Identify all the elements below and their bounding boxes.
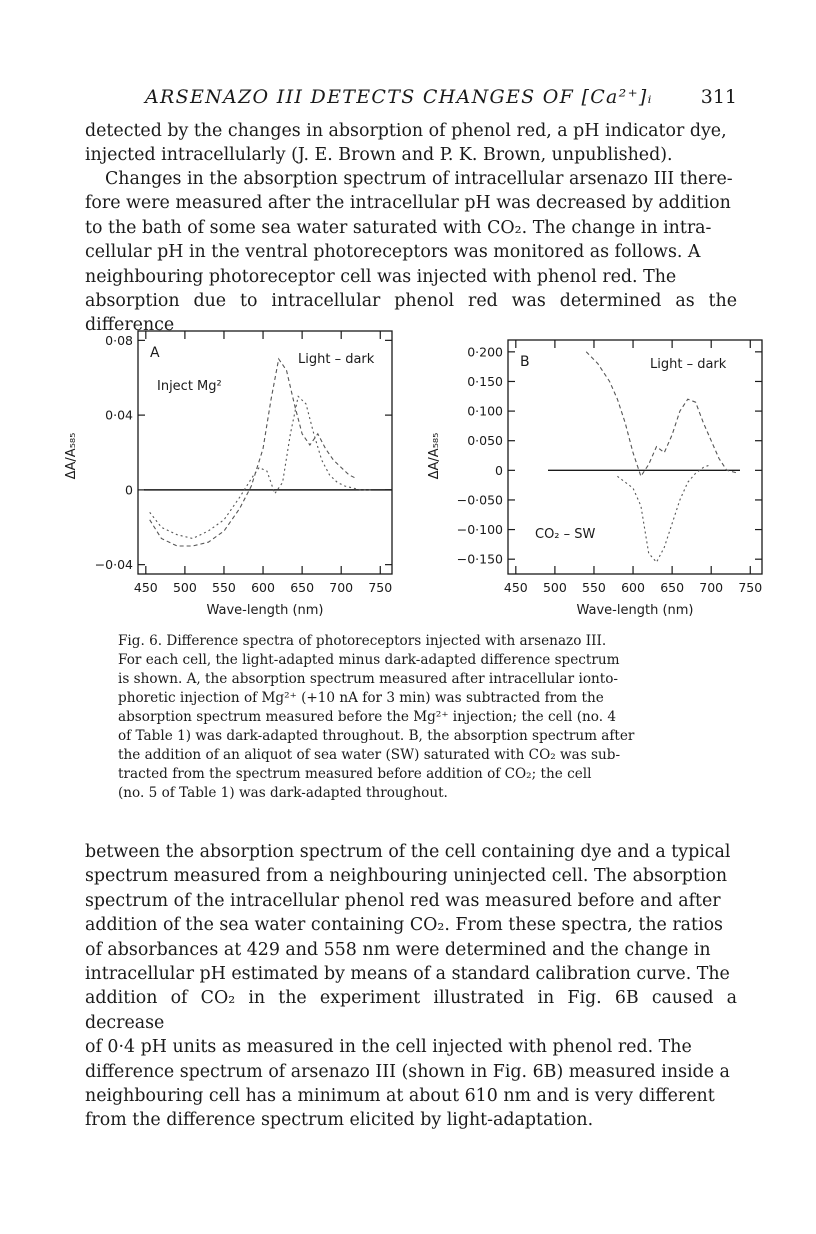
caption-line: phoretic injection of Mg²⁺ (+10 nA for 3 min) was subtracted from the — [118, 690, 604, 706]
panel-a-x-tick-label: 600 — [251, 580, 275, 595]
panel-a-y-tick-label: 0·08 — [105, 332, 133, 348]
text-line: to the bath of some sea water saturated with CO₂. The change in intra- — [85, 217, 712, 238]
panel-b-y-tick-label: −0·100 — [456, 522, 503, 538]
panel-b-y-tick-label: 0·050 — [467, 433, 503, 449]
panel-a-x-tick-label: 550 — [212, 580, 236, 595]
panel-b-x-tick-label: 600 — [621, 580, 645, 595]
panel-a-y-tick-label: 0 — [125, 482, 133, 498]
panel-b-x-tick-label: 550 — [582, 580, 606, 595]
panel-b-series-2-line — [617, 464, 711, 562]
running-header — [85, 86, 737, 112]
paragraph-3 — [85, 840, 737, 1133]
panel-b-annotation: CO₂ – SW — [535, 527, 596, 542]
panel-a-x-tick-label: 750 — [368, 580, 393, 595]
panel-b-y-axis-label: ΔA/A₅₈₅ — [427, 432, 442, 480]
panel-a-annotation: Light – dark — [298, 352, 375, 367]
panel-a-y-tick-label: −0·04 — [94, 557, 133, 573]
caption-line: absorption spectrum measured before the Mg²⁺ injection; the cell (no. 4 — [118, 709, 616, 725]
caption-line: the addition of an aliquot of sea water (SW) saturated with CO₂ was sub- — [118, 747, 621, 763]
text-line: Changes in the absorption spectrum of intracellular arsenazo III there- — [105, 169, 733, 189]
caption-line: tracted from the spectrum measured before addition of CO₂; the cell — [118, 766, 592, 782]
panel-a-x-tick-label: 500 — [172, 580, 197, 595]
panel-b-y-tick-label: 0·100 — [467, 403, 503, 419]
page-number: 311 — [700, 86, 737, 108]
paragraph-1 — [85, 119, 737, 168]
text-line: absorption due to intracellular phenol red was determined as the difference — [85, 291, 737, 336]
text-line: neighbouring cell has a minimum at about 610 nm and is very different — [85, 1086, 715, 1107]
panel-b-y-tick-label: −0·150 — [456, 551, 503, 567]
panel-a-x-axis-label: Wave-length (nm) — [206, 603, 324, 618]
difference-spectra-figure — [0, 318, 816, 628]
panel-a-panel-label: A — [150, 345, 160, 361]
panel-b-x-axis-label: Wave-length (nm) — [576, 603, 694, 618]
panel-a-y-tick-label: 0·04 — [105, 407, 133, 423]
caption-line: (no. 5 of Table 1) was dark-adapted throughout. — [118, 785, 448, 801]
caption-line: is shown. A, the absorption spectrum measured after intracellular ionto- — [118, 671, 619, 687]
text-line: from the difference spectrum elicited by light-adaptation. — [85, 1110, 594, 1131]
caption-line: For each cell, the light-adapted minus dark-adapted difference spectrum — [118, 652, 620, 668]
text-line: fore were measured after the intracellular pH was decreased by addition — [85, 193, 731, 214]
text-line: addition of the sea water containing CO₂. From these spectra, the ratios — [85, 915, 723, 936]
paragraph-2 — [85, 167, 737, 338]
panel-a-annotation: Inject Mg² — [157, 379, 222, 394]
panel-b-x-tick-label: 650 — [660, 580, 685, 595]
panel-b-x-tick-label: 500 — [542, 580, 567, 595]
panel-a-y-axis-label: ΔA/A₅₈₅ — [64, 432, 79, 480]
panel-b-y-tick-label: 0 — [495, 462, 503, 478]
text-line: between the absorption spectrum of the cell containing dye and a typical — [85, 842, 731, 862]
panel-b-x-tick-label: 700 — [699, 580, 724, 595]
text-line: intracellular pH estimated by means of a standard calibration curve. The — [85, 964, 730, 985]
running-title: ARSENAZO III DETECTS CHANGES OF [Ca²⁺]ᵢ — [145, 86, 653, 108]
text-line: addition of CO₂ in the experiment illustrated in Fig. 6B caused a decrease — [85, 988, 737, 1033]
text-line: injected intracellularly (J. E. Brown and P. K. Brown, unpublished). — [85, 145, 673, 166]
text-line: neighbouring photoreceptor cell was injected with phenol red. The — [85, 266, 677, 287]
text-line: difference spectrum of arsenazo III (shown in Fig. 6B) measured inside a — [85, 1061, 730, 1082]
text-line: cellular pH in the ventral photoreceptors was monitored as follows. A — [85, 242, 701, 263]
caption-line: Fig. 6. Difference spectra of photoreceptors injected with arsenazo III. — [118, 633, 607, 649]
figure-6 — [0, 318, 816, 628]
panel-b-y-tick-label: −0·050 — [456, 492, 503, 508]
text-line: of absorbances at 429 and 558 nm were determined and the change in — [85, 939, 711, 960]
text-line: spectrum of the intracellular phenol red was measured before and after — [85, 890, 721, 911]
panel-a-series-2-line — [150, 396, 373, 538]
panel-a-x-tick-label: 700 — [329, 580, 354, 595]
caption-line: of Table 1) was dark-adapted throughout. B, the absorption spectrum after — [118, 728, 635, 744]
panel-b-x-tick-label: 750 — [738, 580, 763, 595]
panel-b-annotation: Light – dark — [650, 357, 727, 372]
panel-b-y-tick-label: 0·200 — [467, 344, 503, 360]
panel-b-y-tick-label: 0·150 — [467, 373, 503, 389]
panel-b-panel-label: B — [520, 354, 530, 370]
figure-caption — [118, 632, 703, 803]
text-line: detected by the changes in absorption of phenol red, a pH indicator dye, — [85, 121, 727, 141]
panel-a-plot-frame — [138, 331, 392, 574]
panel-a-x-tick-label: 650 — [290, 580, 315, 595]
text-line: of 0·4 pH units as measured in the cell injected with phenol red. The — [85, 1037, 692, 1058]
panel-a-x-tick-label: 450 — [133, 580, 158, 595]
text-line: spectrum measured from a neighbouring uninjected cell. The absorption — [85, 866, 728, 887]
panel-b-x-tick-label: 450 — [503, 580, 528, 595]
